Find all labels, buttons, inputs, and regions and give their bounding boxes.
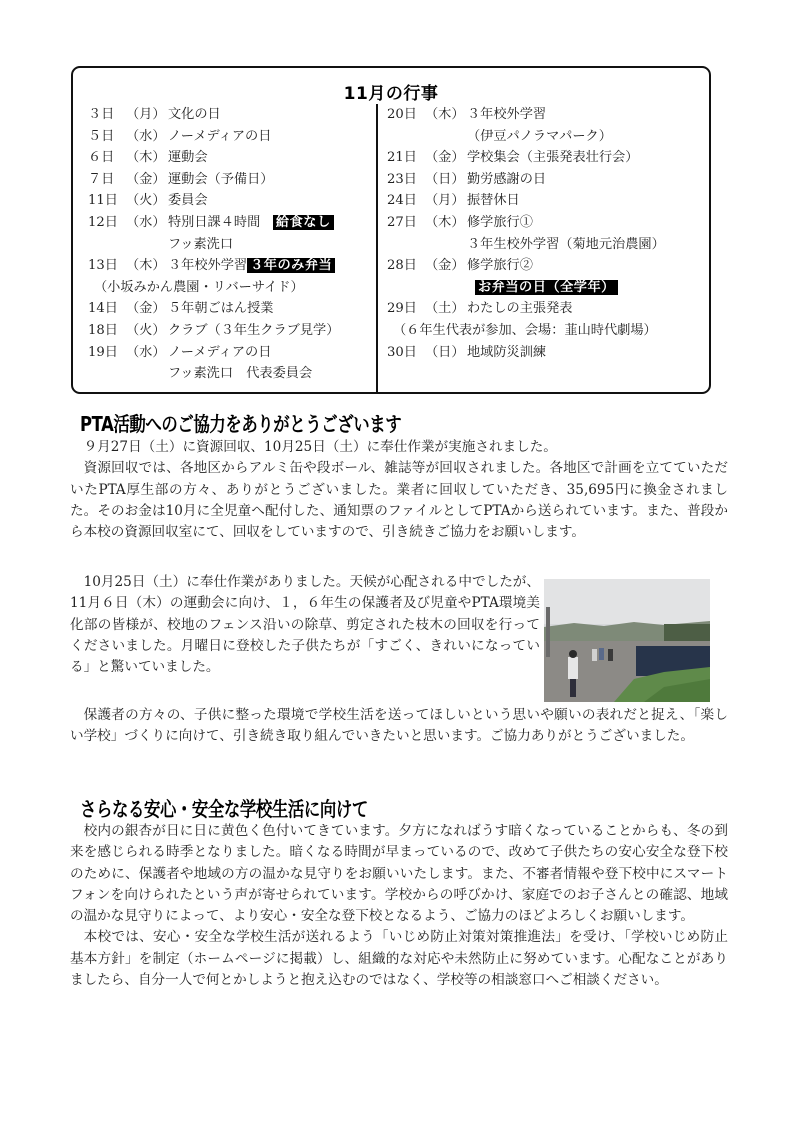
- event-date: 13日: [88, 258, 118, 274]
- pta-section-heading: PTA活動へのご協力をありがとうございます: [80, 412, 402, 436]
- event-text: 地域防災訓練: [467, 344, 547, 360]
- event-row: [387, 255, 707, 277]
- photo-image: [544, 579, 710, 702]
- event-badge: ３年のみ弁当: [247, 258, 335, 273]
- event-weekday: （金）: [126, 301, 166, 317]
- event-row: [88, 190, 373, 212]
- pta-paragraph-1: ９月27日（土）に資源回収、10月25日（土）に奉仕作業が実施されました。: [83, 439, 557, 455]
- event-text: 振替休日: [467, 193, 520, 209]
- event-weekday: （水）: [126, 344, 166, 360]
- event-weekday: （木）: [425, 214, 465, 230]
- event-continuation: （小坂みかん農園・リバーサイド）: [94, 279, 304, 295]
- event-row: [88, 234, 373, 256]
- event-continuation: （伊豆パノラマパーク）: [467, 128, 612, 144]
- event-row: [88, 169, 373, 191]
- event-date: 23日: [387, 171, 417, 187]
- event-text: わたしの主張発表: [467, 301, 573, 317]
- safety-paragraph-1: 校内の銀杏が日に日に黄色く色付いてきています。夕方になればうす暗くなっていることからも、冬の到来を感じられる時季となりました。暗くなる時間が早まっているので、改めて子供たちの安心安全な登下校のために、保護者や地域の方の温かな見守りをお願いいたします。また、不審者情報や登下校中にスマートフォンを向けられたという声が寄せられています。学校からの呼びかけ、家庭でのお子さんとの確認、地域の温かな見守りによって、より安心・安全な登下校となるよう、ご協力のほどよろしくお願いします。: [70, 823, 728, 925]
- event-date: 19日: [88, 344, 118, 360]
- event-row: [88, 126, 373, 148]
- events-column-left: [88, 104, 373, 385]
- event-text: 修学旅行①: [467, 214, 533, 230]
- event-weekday: （木）: [425, 107, 465, 122]
- events-title: 11月の行事: [343, 84, 439, 104]
- event-weekday: （金）: [126, 171, 166, 187]
- event-text: 運動会（予備日）: [168, 171, 274, 187]
- pta-paragraph-4-wrap: [70, 705, 728, 748]
- event-text: 勤労感謝の日: [467, 171, 547, 187]
- event-text: ３年校外学習: [168, 258, 248, 274]
- event-row: [88, 320, 373, 342]
- event-row: [387, 277, 707, 299]
- pta-paragraph-3-wrap: [70, 572, 540, 678]
- event-weekday: （日）: [425, 171, 465, 187]
- event-row: [88, 363, 373, 385]
- column-divider: [376, 104, 378, 392]
- events-column-right: [387, 104, 707, 363]
- event-badge: 給食なし: [273, 215, 334, 230]
- event-row: [387, 126, 707, 148]
- event-weekday: （火）: [126, 193, 166, 209]
- event-date: 21日: [387, 150, 417, 166]
- safety-paragraphs: [70, 821, 728, 991]
- event-row: [88, 147, 373, 169]
- event-weekday: （火）: [126, 322, 166, 338]
- event-text: ３年校外学習: [467, 107, 547, 122]
- event-text: ５年朝ごはん授業: [168, 301, 274, 317]
- event-date: 29日: [387, 301, 417, 317]
- event-row: [88, 342, 373, 364]
- event-weekday: （金）: [425, 150, 465, 166]
- event-weekday: （木）: [126, 258, 166, 274]
- event-date: ７日: [88, 171, 115, 187]
- event-weekday: （水）: [126, 128, 166, 144]
- pta-paragraph-3: 10月25日（土）に奉仕作業がありました。天候が心配される中でしたが、11月６日（木）の運動会に向け、１，６年生の保護者及び児童やPTA環境美化部の皆様が、校地のフェンス沿いの除草、剪定された枝木の回収を行ってくださいました。月曜日に登校した子供たちが「すごく、きれいになっている」と驚いていました。: [70, 574, 540, 676]
- event-continuation: フッ素洗口 代表委員会: [168, 366, 313, 382]
- event-row: [387, 342, 707, 364]
- event-text: 学校集会（主張発表壮行会）: [467, 150, 639, 166]
- pta-paragraph-2: 資源回収では、各地区からアルミ缶や段ボール、雑誌等が回収されました。各地区で計画を立てていただいたPTA厚生部の方々、ありがとうございました。業者に回収していただき、35,695円に換金されました。そのお金は10月に全児童へ配付した、通知票のファイルとしてPTAから送られています。また、普段から本校の資源回収室にて、回収をしていますので、引き続きご協力をお願いします。: [70, 460, 728, 541]
- event-text: 委員会: [168, 193, 208, 209]
- pta-paragraphs-top: [70, 437, 728, 543]
- event-weekday: （木）: [126, 150, 166, 166]
- event-text: 特別日課４時間: [168, 214, 261, 230]
- event-row: [387, 104, 707, 126]
- event-date: ３日: [88, 107, 115, 122]
- event-weekday: （金）: [425, 258, 465, 274]
- event-continuation: フッ素洗口: [168, 236, 234, 252]
- safety-section-heading: さらなる安心・安全な学校生活に向けて: [80, 797, 368, 821]
- event-row: [88, 298, 373, 320]
- event-row: [387, 212, 707, 234]
- event-row: [387, 190, 707, 212]
- event-weekday: （土）: [425, 301, 465, 317]
- event-continuation: （６年生代表が参加、会場：韮山時代劇場）: [393, 322, 657, 338]
- event-text: 文化の日: [168, 107, 221, 122]
- event-row: [387, 320, 707, 342]
- event-text: ノーメディアの日: [168, 344, 272, 360]
- event-date: 20日: [387, 107, 417, 122]
- event-date: ６日: [88, 150, 115, 166]
- event-row: [88, 212, 373, 234]
- event-date: 27日: [387, 214, 417, 230]
- cleanup-photo: [544, 579, 710, 702]
- event-row: [387, 234, 707, 256]
- event-weekday: （日）: [425, 344, 465, 360]
- event-row: [387, 298, 707, 320]
- event-badge: お弁当の日（全学年）: [475, 280, 618, 295]
- event-weekday: （水）: [126, 214, 166, 230]
- event-continuation: ３年生校外学習（菊地元治農園）: [467, 236, 665, 252]
- event-text: ノーメディアの日: [168, 128, 272, 144]
- event-row: [387, 169, 707, 191]
- event-row: [88, 104, 373, 126]
- event-row: [387, 147, 707, 169]
- safety-paragraph-2: 本校では、安心・安全な学校生活が送れるよう「いじめ防止対策対策推進法」を受け、「学校いじめ防止基本方針」を制定（ホームページに掲載）し、組織的な対応や未然防止に努めています。心配なことがありましたら、自分一人で何とかしようと抱え込むのではなく、学校等の相談窓口へご相談ください。: [70, 929, 728, 989]
- event-date: 18日: [88, 322, 118, 338]
- event-row: [88, 255, 373, 277]
- event-row: [88, 277, 373, 299]
- event-date: 11日: [88, 193, 118, 209]
- event-date: 30日: [387, 344, 417, 360]
- event-date: ５日: [88, 128, 115, 144]
- event-weekday: （月）: [126, 107, 166, 122]
- event-text: クラブ（３年生クラブ見学）: [168, 322, 340, 338]
- event-date: 24日: [387, 193, 417, 209]
- november-events-box: [71, 66, 711, 394]
- event-text: 運動会: [168, 150, 208, 166]
- event-date: 12日: [88, 214, 118, 230]
- event-weekday: （月）: [425, 193, 465, 209]
- event-date: 14日: [88, 301, 118, 317]
- pta-paragraph-4: 保護者の方々の、子供に整った環境で学校生活を送ってほしいという思いや願いの表れだと捉え、「楽しい学校」づくりに向けて、引き続き取り組んでいきたいと思います。ご協力ありがとうございました。: [70, 707, 728, 745]
- event-text: 修学旅行②: [467, 258, 533, 274]
- event-date: 28日: [387, 258, 417, 274]
